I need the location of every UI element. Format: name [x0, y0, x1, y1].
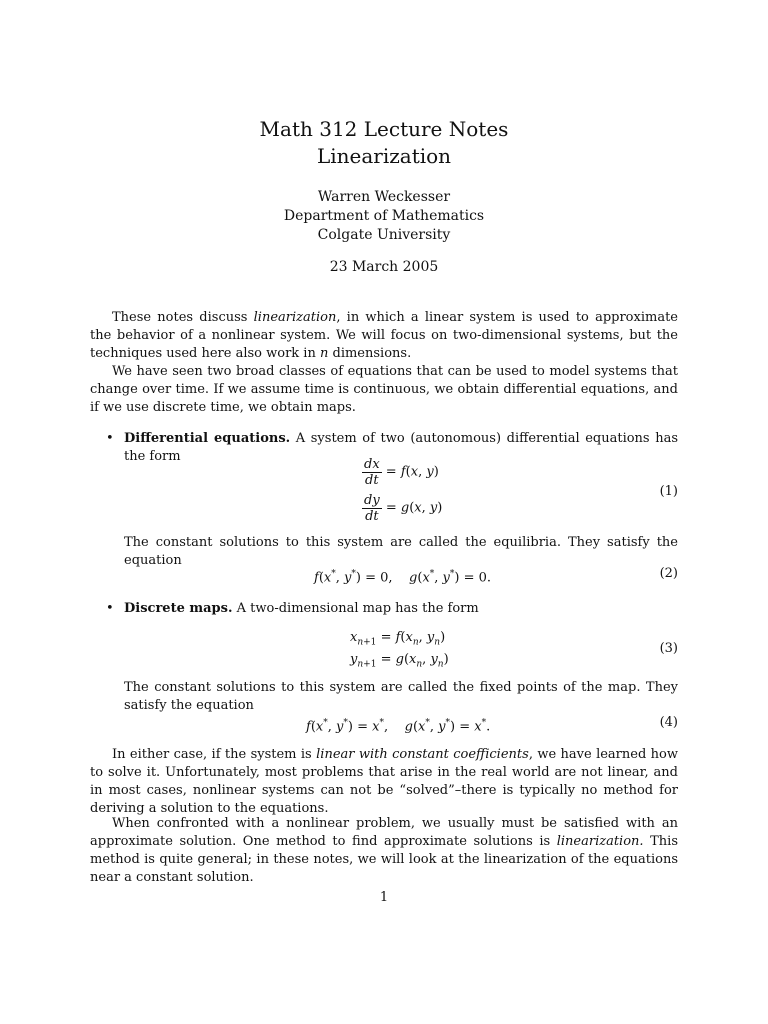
equation-1-line-2: $\frac{dy}{dt}$ = g(x, y)	[364, 493, 443, 524]
intro-paragraph-2: We have seen two broad classes of equations that can be used to model systems that change over time. If we assume time is continuous, we obtain differential equations, and if we use discrete time, we obtain maps.	[90, 364, 678, 415]
equation-4: f(x*, y*) = x*, g(x*, y*) = x*.	[306, 718, 491, 735]
university: Colgate University	[317, 227, 451, 243]
equation-3-line-1: $x_{n+1} = f(x_n$, $y_n$)	[350, 630, 446, 648]
bullet-icon: •	[106, 431, 114, 446]
bullet-heading: Differential equations.	[124, 431, 291, 446]
title-line-1: Math 312 Lecture Notes	[259, 117, 509, 141]
equilibria-paragraph: The constant solutions to this system are called the equilibria. They satisfy the equation	[124, 535, 678, 568]
closing-paragraph-1: In either case, if the system is linear with constant coefficients, we have learned how to solve it. Unfortunately, most problems that arise in the real world are not linear, and in most cases, nonlinear systems can not be “solved”–there is typically no method for deriving a solution to the equations.	[90, 747, 678, 816]
author: Warren Weckesser	[317, 189, 451, 205]
intro-paragraph-1: These notes discuss linearization, in which a linear system is used to approximate the behavior of a nonlinear system. We will focus on two-dimensional systems, but the techniques used here also work in n dimensions.	[90, 310, 678, 361]
equation-1-line-1: $\frac{dx}{dt}$ = f(x, y)	[364, 457, 439, 488]
equation-number-4: (4)	[659, 715, 678, 730]
equation-3-line-2: $y_{n+1} = g(x_n$, $y_n$)	[350, 652, 449, 670]
bullet-icon: •	[106, 601, 114, 616]
bullet-heading: Discrete maps.	[124, 601, 233, 616]
equation-2: f(x*, y*) = 0, g(x*, y*) = 0.	[314, 569, 492, 586]
date: 23 March 2005	[329, 259, 439, 275]
department: Department of Mathematics	[283, 208, 485, 224]
equation-number-2: (2)	[659, 566, 678, 581]
equation-number-1: (1)	[659, 484, 678, 499]
equation-number-3: (3)	[659, 641, 678, 656]
closing-paragraph-2: When confronted with a nonlinear problem, we usually must be satisfied with an approximate solution. One method to find approximate solutions is linearization. This method is quite general; in these notes, we will look at the linearization of the equations near a constant solution.	[90, 816, 678, 885]
fixed-points-paragraph: The constant solutions to this system are called the fixed points of the map. They satisfy the equation	[124, 680, 678, 713]
title-line-2: Linearization	[316, 144, 452, 168]
page-number: 1	[379, 890, 389, 905]
document-page: Math 312 Lecture Notes Linearization Warren Weckesser Department of Mathematics Colgate University 23 March 2005 These notes discuss linearization, in which a linear system is used to approximate the behavior of a nonlinear system. We will focus on two-dimensional systems, but the techniques used here also work in n dimensions. We have seen two broad classes of equations that can be used to model systems that change over time. If we assume time is continuous, we obtain differential equations, and if we use discrete time, we obtain maps. • Differential equations. A system of two (autonomous) differential equations has the form $\frac{dx}{dt}$ = f(x, y) $\frac{dy}{dt}$ = g(x, y) (1) The constant solutions to this system are called the equilibria. They satisfy the equation f(x*, y*) = 0, g(x*, y*) = 0. (2) • Discrete maps. A two-dimensional map has the form $x_{n+1} = f(x_n$, $y_n$) $y_{n+1} = g(x_n$, $y_n$) (3) The constant solutions to this system are called the fixed points of the map. They satisfy the equation f(x*, y*) = x*, g(x*, y*) = x*. (4) In either case, if the system is linear with constant coefficients, we have learned how to solve it. Unfortunately, most problems that arise in the real world are not linear, and in most cases, nonlinear systems can not be “solved”–there is typically no method for deriving a solution to the equations. When confronted with a nonlinear problem, we usually must be satisfied with an approximate solution. One method to find approximate solutions is linearization. This method is quite general; in these notes, we will look at the linearization of the equations near a constant solution. 1	[0, 0, 768, 1024]
